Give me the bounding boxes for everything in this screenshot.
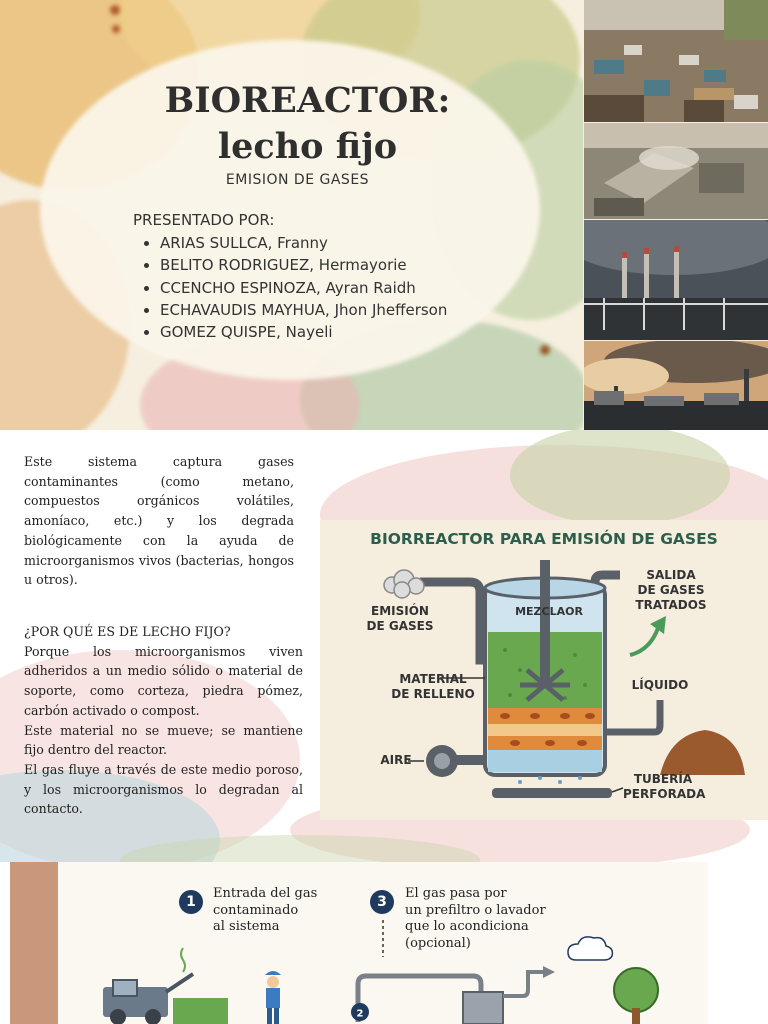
step3-text: El gas pasa por un prefiltro o lavador que lo acondiciona (opcional) [405,886,546,951]
cover-title-line2: lecho fijo [217,126,398,167]
industrial-aerial-photo [584,123,768,219]
question-heading: ¿POR QUÉ ES DE LECHO FIJO? [24,624,231,639]
step-2-badge: 2 [356,1008,364,1020]
tree-icon [614,968,658,1024]
bioreactor-infographic [320,520,768,820]
label-mezclador: MEZCLAOR [515,605,583,618]
step-number-badge: 3 [370,890,394,914]
step-number-badge: 1 [179,890,203,914]
cover-subtitle: EMISION DE GASES [225,172,370,188]
label-aire: AIRE [380,753,412,767]
cover-title-line1: BIOREACTOR: [164,80,451,121]
authors-list [146,232,447,343]
cover-section [0,0,768,430]
author-item: • CCENCHO ESPINOZA, Ayran Raidh [160,277,447,299]
label-tuberia: TUBERÍA PERFORADA [623,772,706,801]
answer-paragraph: El gas fluye a través de este medio poroso, y los microorganismos lo degradan al contacto. [24,761,303,817]
presented-by-label: PRESENTADO POR: [133,211,275,229]
cloud-icon [568,937,612,960]
author-item: • BELITO RODRIGUEZ, Hermayorie [160,254,447,276]
answer-paragraph: Porque los microorganismos viven adheridos a un medio sólido o material de soporte, como corteza, piedra pómez, carbón activado o compost. [24,643,303,718]
label-material: MATERIAL DE RELLENO [391,672,475,701]
infographic-title: BIORREACTOR PARA EMISIÓN DE GASES [370,530,718,548]
fixed-bed-explanation [24,622,303,819]
intro-paragraph: Este sistema captura gases contaminantes (como metano, compuestos orgánicos volátiles, amoníaco, etc.) y los degrada biológicamente con la ayuda de microorganismos vivos (bacterias, hongos u otros). [24,454,294,588]
side-accent-bar [10,862,58,1024]
factory-smoke-photo [584,341,768,430]
process-steps-section [0,862,768,1024]
label-salida: SALIDA DE GASES TRATADOS [635,568,707,612]
label-emision: EMISIÓN DE GASES [366,604,434,633]
label-liquido: LÍQUIDO [631,678,689,692]
step1-text: Entrada del gas contaminado al sistema [213,886,318,934]
author-item: • ARIAS SULLCA, Franny [160,232,447,254]
answer-paragraph: Este material no se mueve; se mantiene fijo dentro del reactor. [24,722,303,758]
watercolor-background [0,0,583,430]
worker-icon [265,971,281,1024]
process-illustration [58,862,758,1024]
author-item: • ECHAVAUDIS MAYHUA, Jhon Jhefferson [160,299,447,321]
landfill-photo [584,0,768,122]
author-item: • GOMEZ QUISPE, Nayeli [160,321,447,343]
description-section [0,430,768,862]
smokestacks-photo [584,220,768,340]
